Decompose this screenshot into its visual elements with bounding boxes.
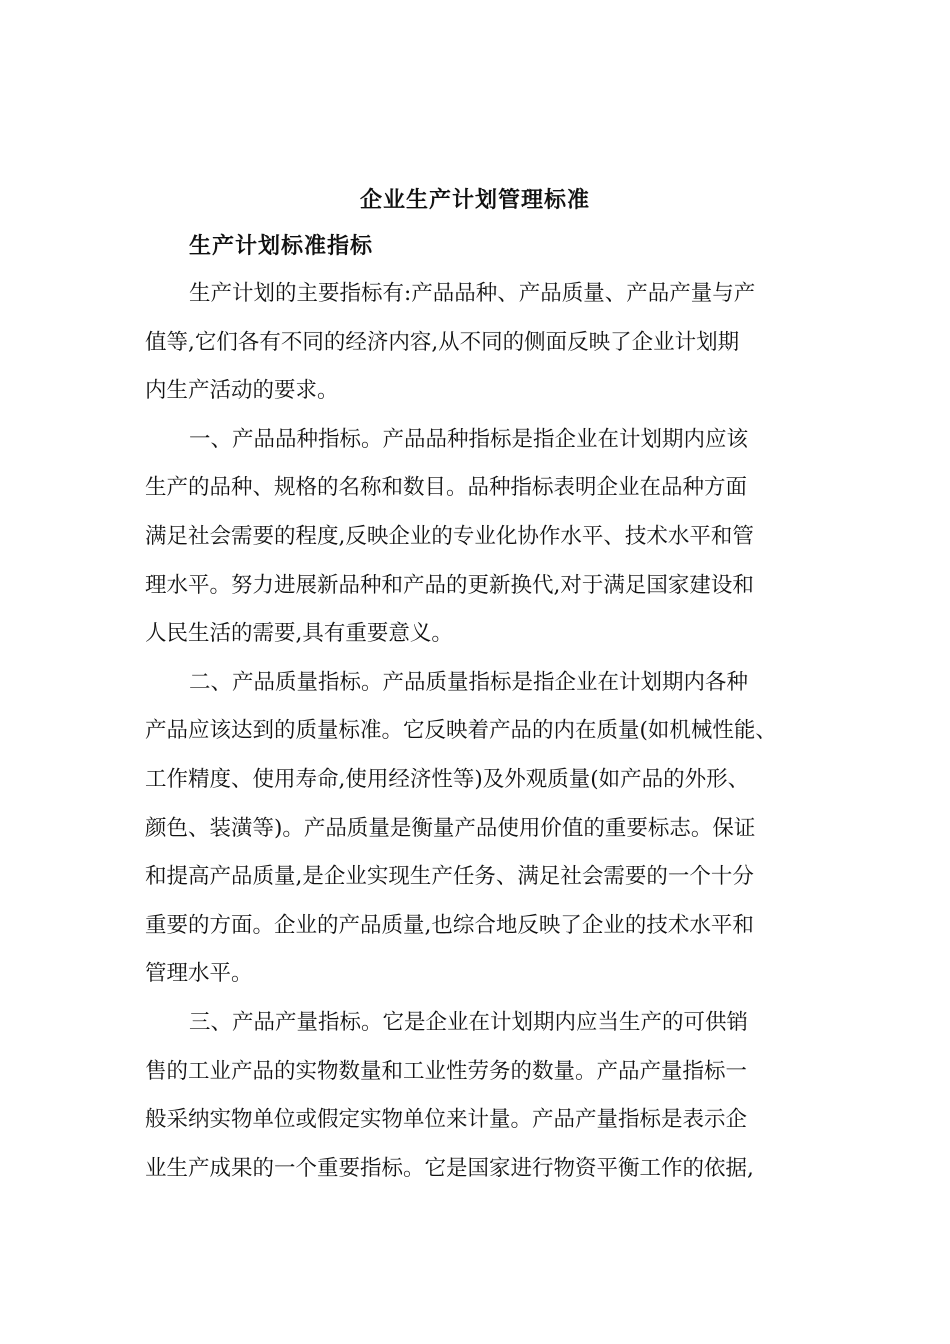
text-line: 一、产品品种指标。产品品种指标是指企业在计划期内应该	[189, 426, 749, 452]
document-title: 企业生产计划管理标准	[359, 188, 590, 213]
text-line: 值等,它们各有不同的经济内容,从不同的侧面反映了企业计划期	[145, 329, 740, 355]
text-line: 般采纳实物单位或假定实物单位来计量。产品产量指标是表示企	[145, 1107, 748, 1133]
text-line: 人民生活的需要,具有重要意义。	[145, 621, 453, 647]
text-line: 内生产活动的要求。	[145, 378, 339, 404]
text-line: 三、产品产量指标。它是企业在计划期内应当生产的可供销	[189, 1009, 749, 1035]
document-body	[145, 279, 825, 1202]
text-line: 理水平。努力进展新品种和产品的更新换代,对于满足国家建设和	[145, 572, 754, 598]
text-line: 业生产成果的一个重要指标。它是国家进行物资平衡工作的依据,	[145, 1155, 754, 1181]
section-heading: 生产计划标准指标	[189, 234, 374, 259]
text-line: 满足社会需要的程度,反映企业的专业化协作水平、技术水平和管	[145, 523, 754, 549]
text-line: 工作精度、使用寿命,使用经济性等)及外观质量(如产品的外形、	[145, 766, 750, 792]
text-line: 颜色、装潢等)。产品质量是衡量产品使用价值的重要标志。保证	[145, 815, 756, 841]
text-line: 生产计划的主要指标有:产品品种、产品质量、产品产量与产	[189, 281, 756, 306]
text-line: 售的工业产品的实物数量和工业性劳务的数量。产品产量指标一	[145, 1058, 748, 1084]
text-line: 重要的方面。企业的产品质量,也综合地反映了企业的技术水平和	[145, 912, 754, 938]
text-line: 产品应该达到的质量标准。它反映着产品的内在质量(如机械性能、	[145, 718, 777, 744]
text-line: 生产的品种、规格的名称和数目。品种指标表明企业在品种方面	[145, 475, 748, 501]
text-line: 和提高产品质量,是企业实现生产任务、满足社会需要的一个十分	[145, 864, 754, 890]
text-line: 管理水平。	[145, 961, 253, 987]
text-line: 二、产品质量指标。产品质量指标是指企业在计划期内各种	[189, 669, 749, 695]
